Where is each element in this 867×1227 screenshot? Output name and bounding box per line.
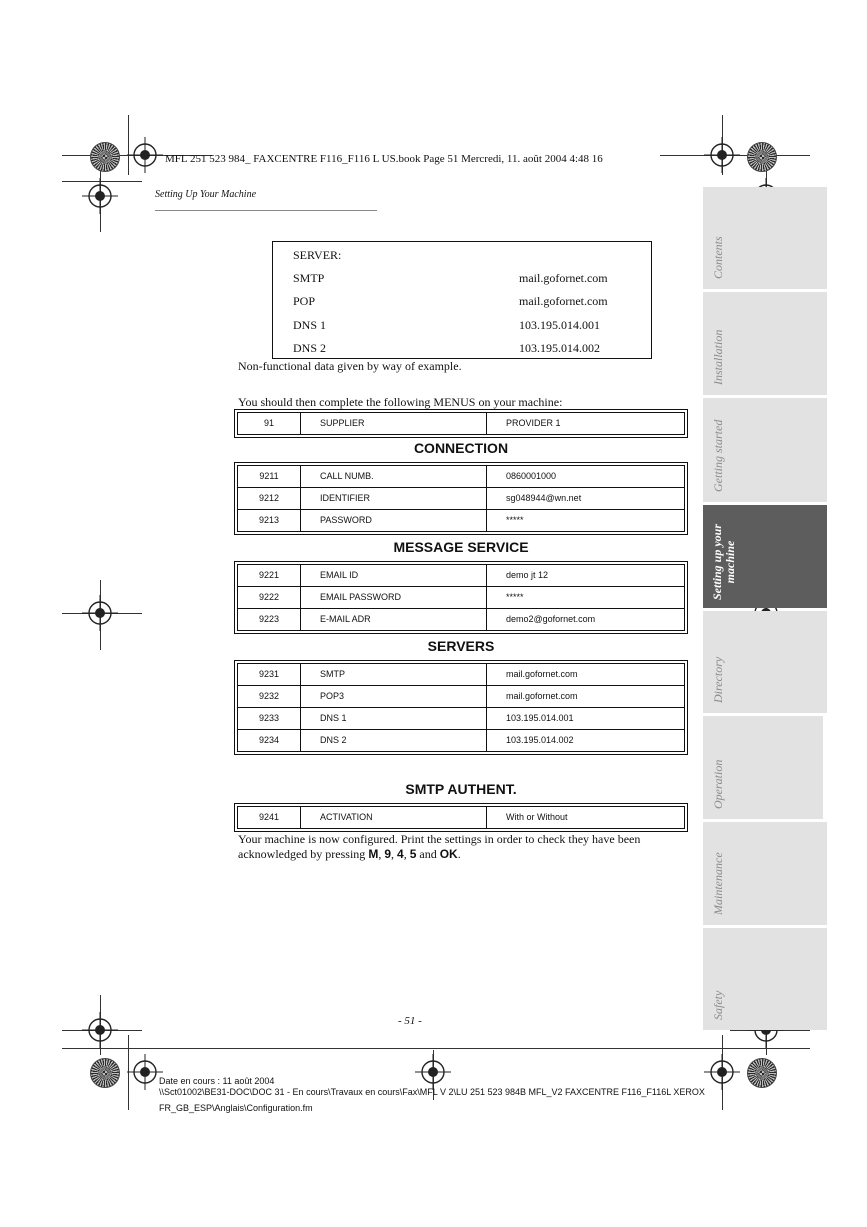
menu-code: 9231 (258, 669, 280, 679)
running-head: Setting Up Your Machine (155, 189, 257, 200)
menu-code: 9212 (258, 493, 280, 503)
menu-name: EMAIL ID (320, 570, 359, 580)
menu-name: SUPPLIER (320, 418, 365, 428)
menu-name: IDENTIFIER (320, 493, 371, 503)
tab-label: Operation (711, 759, 725, 809)
menu-name: CALL NUMB. (320, 471, 374, 481)
menu-code: 9222 (258, 592, 280, 602)
menu-value: mail.gofornet.com (506, 691, 578, 701)
footer-path-continued: FR_GB_ESP\Anglais\Configuration.fm (159, 1103, 313, 1113)
tab-getting-started[interactable] (703, 398, 827, 502)
registration-mark-icon (413, 1052, 453, 1092)
color-rosette-icon (90, 1058, 120, 1088)
color-rosette-icon (747, 142, 777, 172)
conjunction: and (416, 847, 440, 861)
server-row-value: 103.195.014.001 (519, 318, 600, 332)
registration-mark-icon (80, 1010, 120, 1050)
tab-label: Getting started (711, 419, 725, 492)
menu-code: 9223 (258, 614, 280, 624)
closing-line-2 (238, 847, 461, 862)
menu-code: 9232 (258, 691, 280, 701)
table-row (237, 509, 685, 532)
key-9: 9 (384, 847, 391, 861)
tab-label: Directory (711, 656, 725, 703)
table-row (237, 608, 685, 631)
server-example-box (272, 241, 652, 359)
server-row (293, 341, 633, 356)
menu-name: E-MAIL ADR (320, 614, 371, 624)
table-row (237, 412, 685, 435)
tab-setting-up-your-machine[interactable] (703, 505, 827, 608)
registration-mark-icon (125, 1052, 165, 1092)
menu-code: 9211 (259, 471, 279, 481)
footer-path: \\Sct01002\BE31-DOC\DOC 31 - En cours\Travaux en cours\Fax\MFL V 2\LU 251 523 984B MFL_V2 FAXCENTRE F116_F116L XEROX (159, 1087, 705, 1097)
table-row (237, 707, 685, 730)
server-row (293, 271, 633, 286)
servers-menu-table (234, 660, 688, 755)
tab-contents[interactable] (703, 187, 827, 289)
separator: , (403, 847, 410, 861)
closing-prefix: acknowledged by pressing (238, 847, 369, 861)
tab-label: Safety (711, 990, 725, 1020)
menu-value: 0860001000 (506, 471, 557, 481)
period: . (457, 847, 461, 861)
server-row-label: DNS 2 (293, 341, 327, 355)
page-number: - 51 - (398, 1015, 422, 1027)
menu-value: ***** (506, 592, 524, 602)
example-note: Non-functional data given by way of example. (238, 359, 462, 373)
menu-name: EMAIL PASSWORD (320, 592, 402, 602)
menu-value: ***** (506, 515, 524, 525)
menu-code: 91 (263, 418, 274, 428)
table-row (237, 564, 685, 587)
separator: , (378, 847, 385, 861)
menu-name: POP3 (320, 691, 345, 701)
registration-mark-icon (702, 135, 742, 175)
section-heading-message-service: MESSAGE SERVICE (393, 539, 529, 555)
smtp-authent-menu-table (234, 803, 688, 832)
registration-mark-icon (702, 1052, 742, 1092)
table-row (237, 729, 685, 752)
tab-label-line: machine (723, 540, 737, 584)
color-rosette-icon (747, 1058, 777, 1088)
tab-label: Contents (711, 236, 725, 279)
menu-value: 103.195.014.001 (506, 713, 574, 723)
menus-intro: You should then complete the following MENUS on your machine: (238, 395, 563, 409)
server-row-label: SMTP (293, 271, 325, 285)
menu-code: 9234 (258, 735, 280, 745)
tab-label: Installation (711, 329, 725, 385)
menu-value: mail.gofornet.com (506, 669, 578, 679)
color-rosette-icon (90, 142, 120, 172)
tab-installation[interactable] (703, 292, 827, 395)
key-m: M (368, 847, 379, 861)
menu-value: demo2@gofornet.com (506, 614, 596, 624)
server-row (293, 318, 633, 333)
tab-label: Maintenance (711, 852, 725, 915)
menu-value: sg048944@wn.net (506, 493, 582, 503)
section-heading-connection: CONNECTION (413, 440, 509, 456)
menu-name: DNS 2 (320, 735, 347, 745)
server-row-value: mail.gofornet.com (519, 294, 608, 308)
menu-name: SMTP (320, 669, 346, 679)
connection-menu-table (234, 462, 688, 535)
message-service-menu-table (234, 561, 688, 634)
registration-mark-icon (80, 176, 120, 216)
tab-maintenance[interactable] (703, 822, 827, 925)
tab-label-line: Setting up your (710, 523, 724, 600)
table-row (237, 487, 685, 510)
section-heading-smtp-authent: SMTP AUTHENT. (405, 781, 517, 797)
key-4: 4 (397, 847, 404, 861)
server-box-title: SERVER: (293, 248, 342, 262)
table-row (237, 586, 685, 609)
registration-mark-icon (80, 593, 120, 633)
menu-name: DNS 1 (320, 713, 347, 723)
menu-name: ACTIVATION (320, 812, 373, 822)
book-info-line: MFL 251 523 984_ FAXCENTRE F116_F116 L US.book Page 51 Mercredi, 11. août 2004 4:48 16 (165, 153, 603, 165)
section-heading-servers: SERVERS (427, 638, 495, 654)
menu-code: 9241 (258, 812, 280, 822)
menu-value: demo jt 12 (506, 570, 549, 580)
table-row (237, 806, 685, 829)
registration-mark-icon (125, 135, 165, 175)
closing-line-1: Your machine is now configured. Print the settings in order to check they have been (238, 832, 641, 846)
menu-code: 9221 (258, 570, 280, 580)
header-rule (155, 210, 377, 211)
menu-value: With or Without (506, 812, 568, 822)
supplier-menu-table (234, 409, 688, 438)
menu-value: PROVIDER 1 (506, 418, 561, 428)
server-row-value: mail.gofornet.com (519, 271, 608, 285)
tab-label (711, 524, 737, 600)
menu-value: 103.195.014.002 (506, 735, 574, 745)
table-row (237, 663, 685, 686)
server-row-label: POP (293, 294, 316, 308)
menu-name: PASSWORD (320, 515, 372, 525)
table-row (237, 465, 685, 488)
key-5: 5 (409, 847, 417, 861)
server-row-label: DNS 1 (293, 318, 327, 332)
table-row (237, 685, 685, 708)
separator: , (391, 847, 397, 861)
menu-code: 9213 (258, 515, 280, 525)
tab-safety[interactable] (703, 928, 827, 1030)
footer-date: Date en cours : 11 août 2004 (159, 1076, 275, 1086)
server-row (293, 294, 633, 309)
tab-operation[interactable] (703, 716, 823, 819)
server-row-value: 103.195.014.002 (519, 341, 600, 355)
tab-directory[interactable] (703, 611, 827, 713)
key-ok: OK (439, 847, 458, 861)
menu-code: 9233 (258, 713, 280, 723)
